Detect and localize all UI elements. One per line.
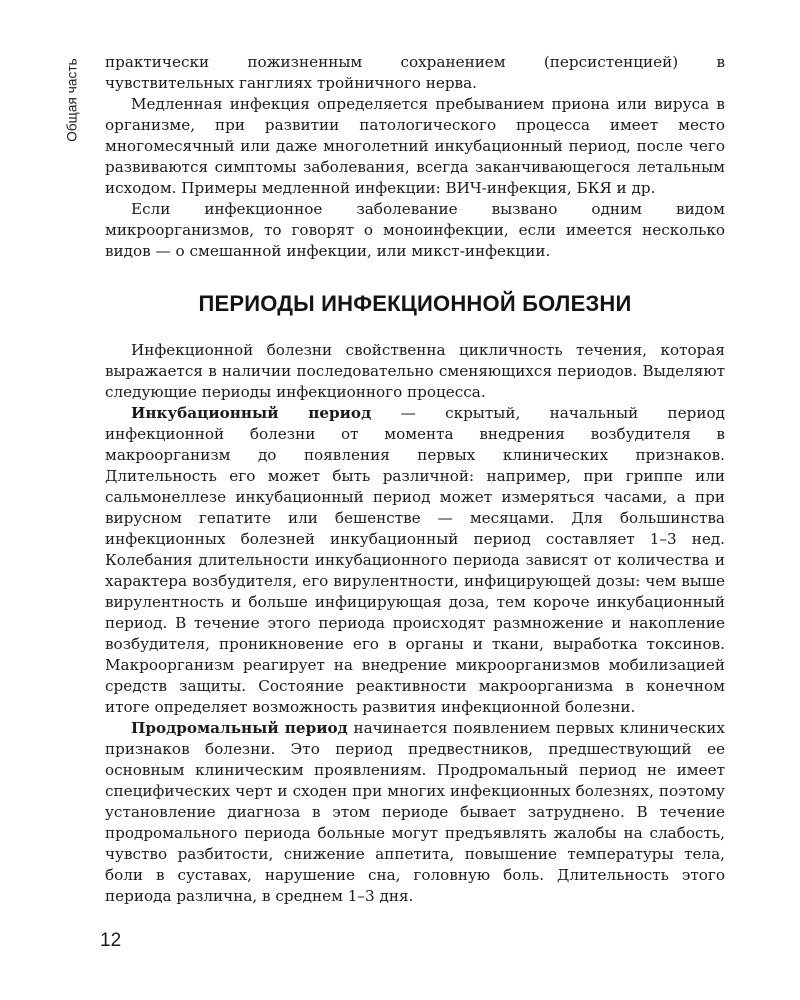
section-label-text: Общая часть <box>64 58 80 142</box>
paragraph-mixed-infection: Если инфекционное заболевание вызвано одним видом микроорганизмов, то говорят о моноинфекции, если имеется несколько видов — о смешанной инфекции, или микст-инфекции. <box>105 200 725 260</box>
paragraph-incubation <box>105 403 725 718</box>
incubation-text: — скрытый, начальный период инфекционной болезни от момента внедрения возбудителя в макроорганизм до появления первых клинических признаков. Длительность его может быть различной: например, при гриппе или сальмонеллезе инкубационный период может измеряться часами, а при вирусном гепатите или бешенстве — месяцами. Для большинства инфекционных болезней инкубационный период составляет 1–3 нед. Колебания длительности инкубационного периода зависят от количества и характера возбудителя, его вирулентности, инфицирующей дозы: чем выше вирулентность и больше инфицирующая доза, тем короче инкубационный период. В течение этого периода происходят размножение и накопление возбудителя, проникновение его в органы и ткани, выработка токсинов. Макроорганизм реагирует на внедрение микроорганизмов мобилизацией средств защиты. Состояние реактивности макроорганизма в конечном итоге определяет возможность развития инфекционной болезни. <box>105 404 725 716</box>
paragraph-intro: Инфекционной болезни свойственна цикличность течения, которая выражается в наличии последовательно сменяющихся периодов. Выделяют следующие периоды инфекционного процесса. <box>105 341 725 401</box>
paragraph-prodromal <box>105 718 725 907</box>
paragraph-continuation: практически пожизненным сохранением (персистенцией) в чувствительных ганглиях тройничного нерва. <box>105 53 725 92</box>
page-body <box>105 52 725 907</box>
page-number: 12 <box>100 930 122 951</box>
term-incubation: Инкубационный период <box>131 404 372 422</box>
term-prodromal: Продромальный период <box>131 719 348 737</box>
running-section-label <box>60 50 84 150</box>
paragraph-slow-infection: Медленная инфекция определяется пребыванием приона или вируса в организме, при развитии патологического процесса имеет место многомесячный или даже многолетний инкубационный период, после чего развиваются симптомы заболевания, всегда заканчивающегося летальным исходом. Примеры медленной инфекции: ВИЧ-инфекция, БКЯ и др. <box>105 95 725 197</box>
section-heading: ПЕРИОДЫ ИНФЕКЦИОННОЙ БОЛЕЗНИ <box>198 291 632 316</box>
prodromal-text: начинается появлением первых клинических признаков болезни. Это период предвестников, предшествующий ее основным клиническим проявлениям. Продромальный период не имеет специфических черт и сходен при многих инфекционных болезнях, поэтому установление диагноза в этом периоде бывает затруднено. В течение продромального периода больные могут предъявлять жалобы на слабость, чувство разбитости, снижение аппетита, повышение температуры тела, боли в суставах, нарушение сна, головную боль. Длительность этого периода различна, в среднем 1–3 дня. <box>105 719 725 905</box>
